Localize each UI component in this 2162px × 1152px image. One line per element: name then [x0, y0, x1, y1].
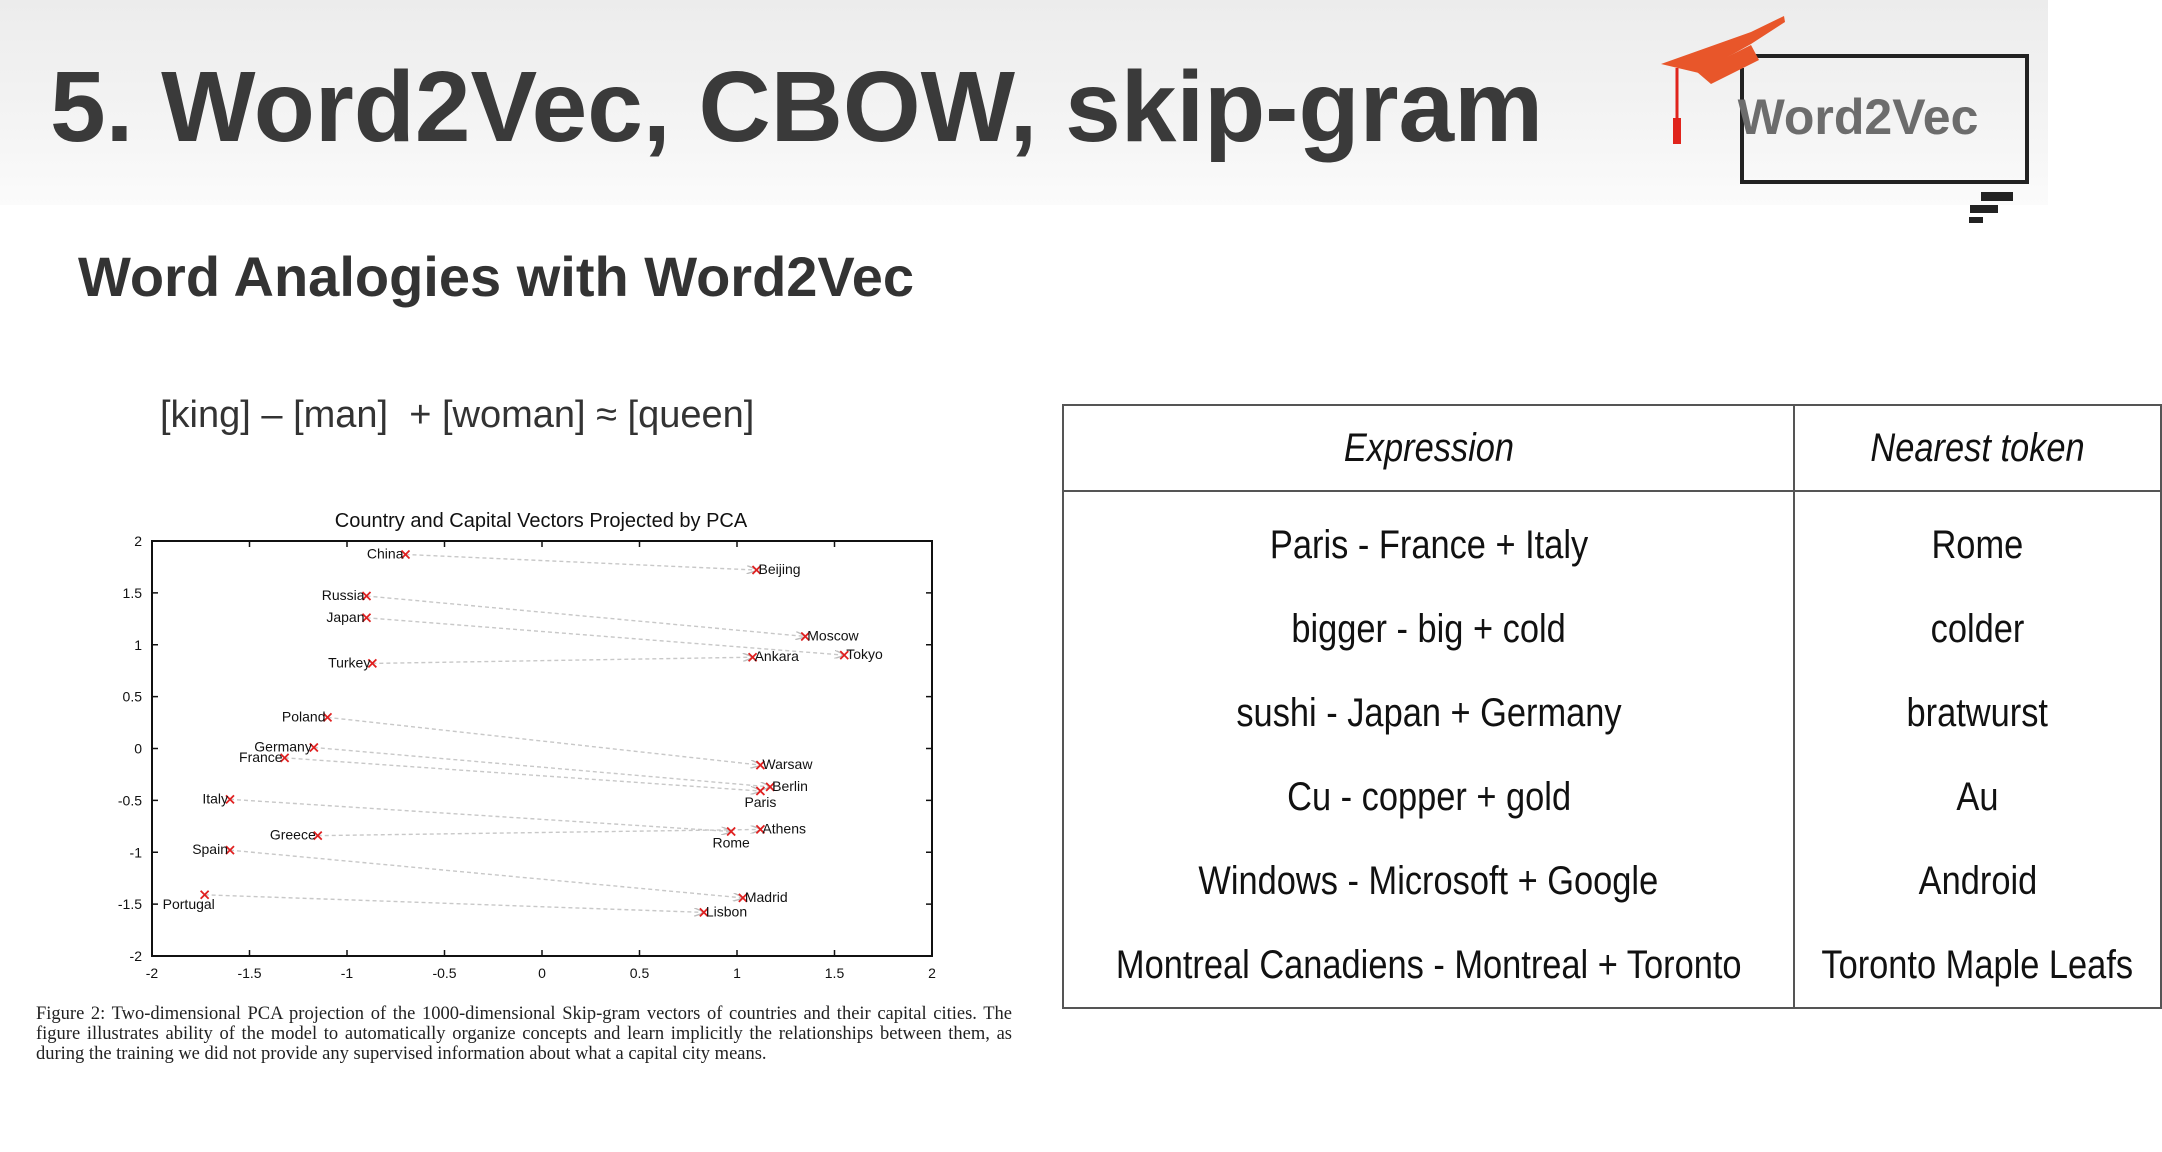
x-tick-label: 1.5 — [824, 965, 845, 981]
expression-cell: Paris - France + Italy — [1063, 491, 1794, 587]
x-tick-label: -2 — [145, 965, 159, 981]
x-tick-label: 0.5 — [629, 965, 650, 981]
label-japan: Japan — [326, 608, 365, 625]
y-tick-label: -2 — [129, 948, 142, 964]
expression-cell: Montreal Canadiens - Montreal + Toronto — [1063, 923, 1794, 1008]
header-nearest-token: Nearest token — [1794, 405, 2160, 491]
table-row — [1063, 491, 2161, 587]
y-tick-label: 0.5 — [122, 688, 142, 705]
x-tick-label: 1 — [733, 965, 741, 981]
analogy-table-grid — [1062, 404, 2162, 1009]
arrow-turkey-ankara — [372, 657, 752, 663]
arrow-russia-moscow — [367, 596, 806, 636]
pca-chart — [100, 498, 980, 988]
y-tick-label: 1 — [134, 636, 142, 653]
analogy-table — [1062, 404, 2134, 987]
y-tick-label: 0 — [134, 740, 142, 757]
y-tick-label: -0.5 — [117, 792, 142, 809]
nearest-token-cell: bratwurst — [1906, 690, 2049, 735]
label-tokyo: Tokyo — [846, 646, 883, 663]
expression-cell: sushi - Japan + Germany — [1063, 671, 1794, 755]
label-china: China — [366, 545, 404, 562]
arrow-france-paris — [285, 758, 761, 791]
label-athens: Athens — [762, 820, 806, 837]
table-row — [1063, 923, 2161, 1008]
label-russia: Russia — [321, 586, 365, 603]
arrow-germany-berlin — [314, 747, 770, 786]
slide-title: 5. Word2Vec, CBOW, skip-gram — [50, 51, 1544, 163]
label-lisbon: Lisbon — [705, 903, 748, 920]
expression-cell: bigger - big + cold — [1063, 587, 1794, 671]
figure-caption: Figure 2: Two-dimensional PCA projection of the 1000-dimensional Skip-gram vectors of countries and their capital cities. The figure illustrates ability of the model to automatically organize concepts and learn implicitly the relationships between them, as during the training we did not provide any supervised information about what a capital city means. — [36, 1004, 1012, 1064]
label-spain: Spain — [192, 841, 228, 858]
analogy-equation: [king] – [man] + [woman] ≈ [queen] — [160, 394, 755, 436]
monitor-stand-icon — [1981, 192, 2013, 201]
label-paris: Paris — [744, 794, 777, 811]
label-portugal: Portugal — [162, 895, 215, 912]
chart-marks — [201, 550, 849, 916]
label-warsaw: Warsaw — [762, 756, 813, 773]
label-ankara: Ankara — [754, 648, 799, 665]
expression-cell: Cu - copper + gold — [1063, 755, 1794, 839]
label-greece: Greece — [269, 826, 316, 843]
expression-cell: Windows - Microsoft + Google — [1063, 839, 1794, 923]
label-turkey: Turkey — [328, 654, 371, 671]
table-row — [1063, 755, 2161, 839]
label-berlin: Berlin — [772, 777, 808, 794]
arrow-greece-athens — [318, 829, 761, 835]
table-row — [1063, 839, 2161, 923]
arrow-portugal-lisbon — [205, 895, 704, 913]
label-italy: Italy — [202, 790, 228, 807]
chart-arrows — [205, 554, 845, 912]
chart-labels — [163, 545, 883, 919]
arrow-poland-warsaw — [328, 717, 761, 765]
arrow-spain-madrid — [230, 850, 743, 898]
table-row — [1063, 671, 2161, 755]
header-expression: Expression — [1063, 405, 1794, 491]
nearest-token-cell: Au — [1956, 774, 1999, 819]
x-tick-label: -0.5 — [432, 965, 457, 981]
y-tick-label: 2 — [134, 533, 142, 549]
nearest-token-cell: Rome — [1931, 522, 2024, 567]
label-moscow: Moscow — [807, 627, 859, 644]
label-poland: Poland — [281, 708, 326, 725]
y-tick-label: -1 — [129, 844, 142, 861]
label-beijing: Beijing — [758, 561, 801, 578]
nearest-token-cell: colder — [1930, 606, 2025, 651]
label-rome: Rome — [712, 834, 750, 851]
x-tick-label: 0 — [538, 965, 546, 981]
label-france: France — [239, 748, 283, 765]
logo-label: Word2Vec — [1737, 89, 1979, 145]
label-germany: Germany — [254, 738, 312, 755]
x-tick-label: -1.5 — [237, 965, 262, 981]
y-tick-label: 1.5 — [122, 584, 142, 601]
nearest-token-cell: Android — [1918, 858, 2037, 903]
section-subtitle: Word Analogies with Word2Vec — [78, 245, 914, 308]
label-madrid: Madrid — [744, 888, 788, 905]
chart-title: Country and Capital Vectors Projected by PCA — [334, 510, 748, 532]
x-tick-label: -1 — [340, 965, 354, 981]
y-tick-label: -1.5 — [117, 896, 142, 913]
table-header-row — [1063, 405, 2161, 491]
x-tick-label: 2 — [928, 965, 936, 981]
nearest-token-cell: Toronto Maple Leafs — [1821, 942, 2134, 987]
table-row — [1063, 587, 2161, 671]
arrow-china-beijing — [406, 554, 757, 570]
